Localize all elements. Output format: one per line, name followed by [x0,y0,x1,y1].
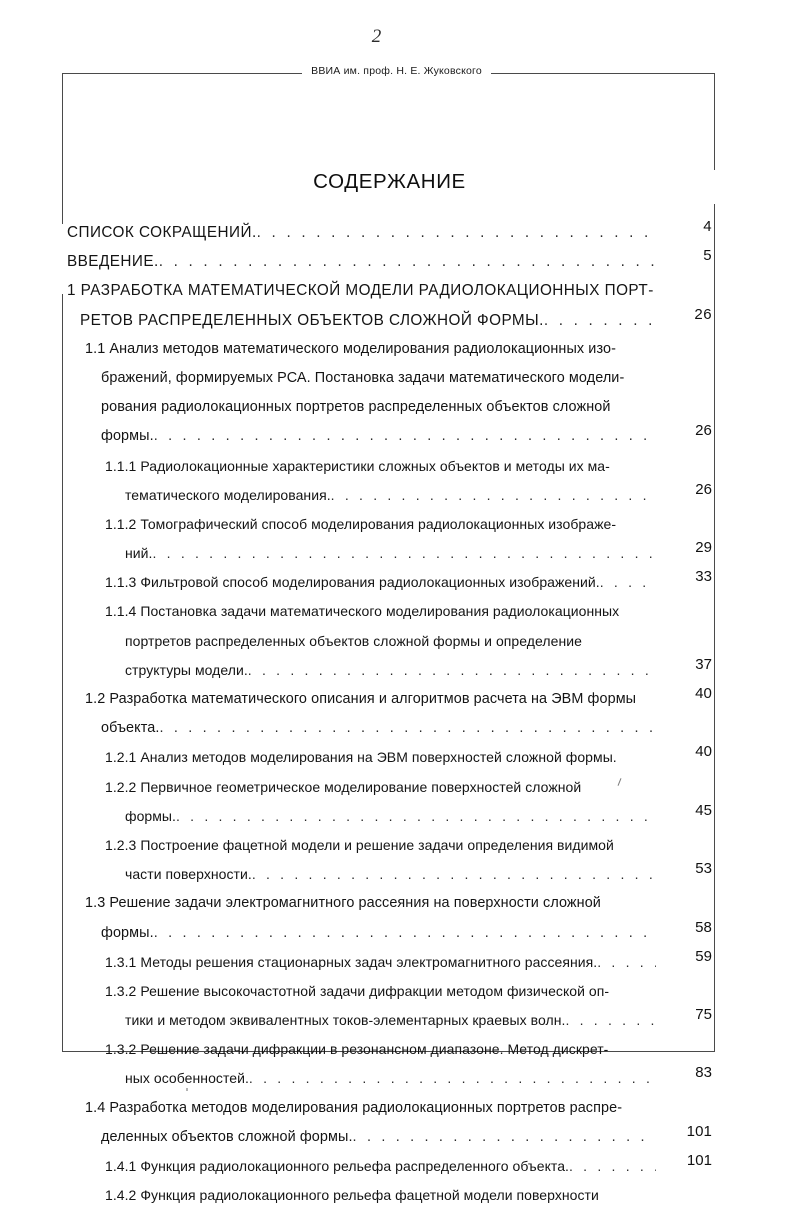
page-frame-border [62,73,715,1204]
toc-entry-line [67,218,658,247]
toc-entry-text: части поверхности. [125,866,252,883]
toc-entry-lines [67,831,658,889]
toc-entry-lines [67,889,658,947]
toc-page-number: 59 [695,947,712,965]
dot-leader [257,218,656,247]
toc-entry-text: формы. [101,924,154,941]
toc-entry-text: 1.1.4 Постановка задачи математического моделирования радиолокационных [105,603,620,620]
toc-entry-lines [67,597,658,685]
toc-entry[interactable] [67,218,712,247]
toc-entry-text: 1.4 Разработка методов моделирования радиолокационных портретов распре- [85,1099,623,1116]
toc-page-number: 83 [695,1064,712,1082]
toc-entry-line [67,452,658,481]
toc-entry-line [67,1064,658,1093]
toc-page-number: 5 [703,247,712,265]
dot-leader [159,714,656,743]
toc-entry-text: 1 РАЗРАБОТКА МАТЕМАТИЧЕСКОЙ МОДЕЛИ РАДИОЛОКАЦИОННЫХ ПОРТ- [67,282,654,300]
dot-leader [565,1006,656,1035]
toc-entry-text: портретов распределенных объектов сложной формы и определение [125,632,582,649]
toc-entry-line [67,714,658,743]
dot-leader [353,1123,656,1152]
toc-entry-line [67,1094,658,1123]
toc-entry-lines [67,948,658,977]
dot-leader [569,1152,656,1181]
toc-entry[interactable] [67,247,712,276]
toc-entry-line [67,335,658,364]
toc-page-number: 101 [686,1122,712,1140]
toc-entry-line [67,1123,658,1152]
toc-entry-lines [67,510,658,568]
toc-page-number: 29 [695,539,712,557]
toc-entry-text: структуры модели. [125,661,248,678]
toc-page-number: 58 [695,918,712,936]
dot-leader [249,1064,656,1093]
toc-entry-lines [67,1035,658,1093]
toc-entry-lines [67,452,658,510]
toc-page-number: 26 [695,480,712,498]
toc-entry-line [67,481,658,510]
toc-entry-line [67,422,658,451]
toc-entry-line [67,773,658,802]
toc-entry[interactable] [67,743,712,772]
toc-entry-line [67,306,658,335]
toc-entry-line [67,802,658,831]
toc-page-number: 101 [686,1152,712,1169]
toc-entry-line [67,247,658,276]
toc-page-number: 26 [695,422,712,440]
scan-artifact-speck [186,1088,188,1091]
toc-entry-line [67,1181,658,1210]
toc-entry[interactable] [67,1094,712,1152]
toc-entry-lines [67,335,658,452]
toc-entry-text: тики и методом эквивалентных токов-элементарных краевых волн. [125,1012,566,1029]
toc-entry-text: деленных объектов сложной формы. [101,1128,353,1145]
toc-entry-lines [67,218,658,247]
toc-entry-lines [67,247,658,276]
toc-entry[interactable] [67,948,712,977]
toc-entry-line [67,889,658,918]
toc-entry[interactable] [67,335,712,452]
toc-entry-text: формы. [125,807,176,824]
toc-page-number: 75 [695,1006,712,1024]
toc-entry-text: ний. [125,545,153,562]
dot-leader [176,802,656,831]
toc-entry-lines [67,1094,658,1152]
toc-page-number: 4 [703,218,712,235]
toc-entry-text: ных особенностей. [125,1070,249,1087]
toc-entry-text: 1.4.2 Функция радиолокационного рельефа фацетной модели поверхности [105,1187,599,1204]
toc-entry-lines [67,773,658,831]
toc-entry-text: 1.4.1 Функция радиолокационного рельефа распределенного объекта. [105,1158,569,1174]
page-title: СОДЕРЖАНИЕ [313,170,466,193]
toc-entry-line [67,1006,658,1035]
toc-entry-text: РЕТОВ РАСПРЕДЕЛЕННЫХ ОБЪЕКТОВ СЛОЖНОЙ ФОРМЫ. [80,311,544,329]
toc-entry-text: 1.1.3 Фильтровой способ моделирования радиолокационных изображений. [105,574,600,591]
toc-entry-lines [67,1181,658,1210]
toc-entry-lines [67,1152,658,1181]
toc-entry-text: 1.2.3 Построение фацетной модели и решение задачи определения видимой [105,836,614,853]
toc-entry[interactable] [67,773,712,831]
toc-entry-lines [67,568,658,597]
toc-entry-text: 1.3.1 Методы решения стационарных задач электромагнитного рассеяния. [105,953,598,970]
toc-page-number: 40 [695,743,712,761]
toc-entry-text: объекта. [101,720,160,737]
dot-leader [154,422,656,451]
toc-page-number: 26 [694,305,712,323]
toc-entry[interactable] [67,889,712,947]
toc-entry-text: 1.1.2 Томографический способ моделирования радиолокационных изображе- [105,515,617,532]
page-folio-number: 2 [371,26,382,47]
toc-entry[interactable] [67,1035,712,1093]
toc-page-number: 45 [695,801,712,819]
toc-entry[interactable] [67,452,712,510]
running-header: ВВИА им. проф. Н. Е. Жуковского [0,65,793,77]
toc-entry-text: 1.3.2 Решение высокочастотной задачи дифракции методом физической оп- [105,982,610,999]
dot-leader [252,860,656,889]
toc-entry-lines [67,743,658,772]
toc-entry[interactable] [67,510,712,568]
toc-entry-lines [67,276,658,334]
toc-entry-line [67,977,658,1006]
toc-entry-line [67,743,658,772]
toc-entry[interactable] [67,276,712,334]
toc-entry-line [67,919,658,948]
toc-entry[interactable] [67,1152,712,1181]
toc-entry[interactable] [67,685,712,743]
toc-entry[interactable] [67,597,712,685]
toc-entry-text: 1.3 Решение задачи электромагнитного рассеяния на поверхности сложной [85,895,601,912]
toc-entry-text: ВВЕДЕНИЕ. [67,253,159,271]
toc-entry-line [67,276,658,305]
toc-entry-text: 1.2 Разработка математического описания и алгоритмов расчета на ЭВМ формы [85,691,637,707]
toc-entry[interactable] [67,1181,712,1210]
table-of-contents [67,218,712,1210]
toc-page-number: 53 [695,860,712,878]
dot-leader [248,656,656,685]
toc-entry-line [67,364,658,393]
toc-entry-line [67,568,658,597]
toc-entry-text: 1.1 Анализ методов математического моделирования радиолокационных изо- [85,340,616,357]
dot-leader [331,481,656,510]
toc-entry-line [67,510,658,539]
toc-entry-text: рования радиолокационных портретов распределенных объектов сложной [101,399,611,416]
dot-leader [152,539,656,568]
toc-entry-lines [67,685,658,743]
toc-entry-text: 1.2.2 Первичное геометрическое моделирование поверхностей сложной [105,778,582,795]
toc-entry-line [67,1152,658,1181]
toc-entry[interactable] [67,568,712,597]
toc-entry-lines [67,977,658,1035]
toc-entry-line [67,627,658,656]
toc-entry[interactable] [67,831,712,889]
toc-entry-line [67,685,658,714]
toc-entry-line [67,860,658,889]
toc-page-number: 37 [695,655,712,673]
toc-page-number: 33 [695,568,712,586]
toc-entry-line [67,831,658,860]
toc-entry-line [67,539,658,568]
toc-entry-text: 1.3.2 Решение задачи дифракции в резонансном диапазоне. Метод дискрет- [105,1041,609,1058]
dot-leader [544,306,656,335]
toc-entry-line [67,597,658,626]
toc-page-number: 40 [695,685,712,702]
toc-entry-text: СПИСОК СОКРАЩЕНИЙ. [67,224,257,241]
toc-entry-text: формы. [101,428,154,445]
dot-leader [600,568,656,597]
toc-entry[interactable] [67,977,712,1035]
dot-leader [154,919,656,948]
toc-entry-line [67,1035,658,1064]
toc-entry-line [67,656,658,685]
toc-entry-text: тематического моделирования. [125,486,331,503]
toc-entry-text: 1.2.1 Анализ методов моделирования на ЭВМ поверхностей сложной формы. [105,749,617,766]
dot-leader [597,948,656,977]
dot-leader [159,247,656,276]
toc-entry-text: 1.1.1 Радиолокационные характеристики сложных объектов и методы их ма- [105,457,610,474]
toc-entry-text: бражений, формируемых РСА. Постановка задачи математического модели- [101,369,625,386]
toc-entry-line [67,393,658,422]
toc-entry-line [67,948,658,977]
